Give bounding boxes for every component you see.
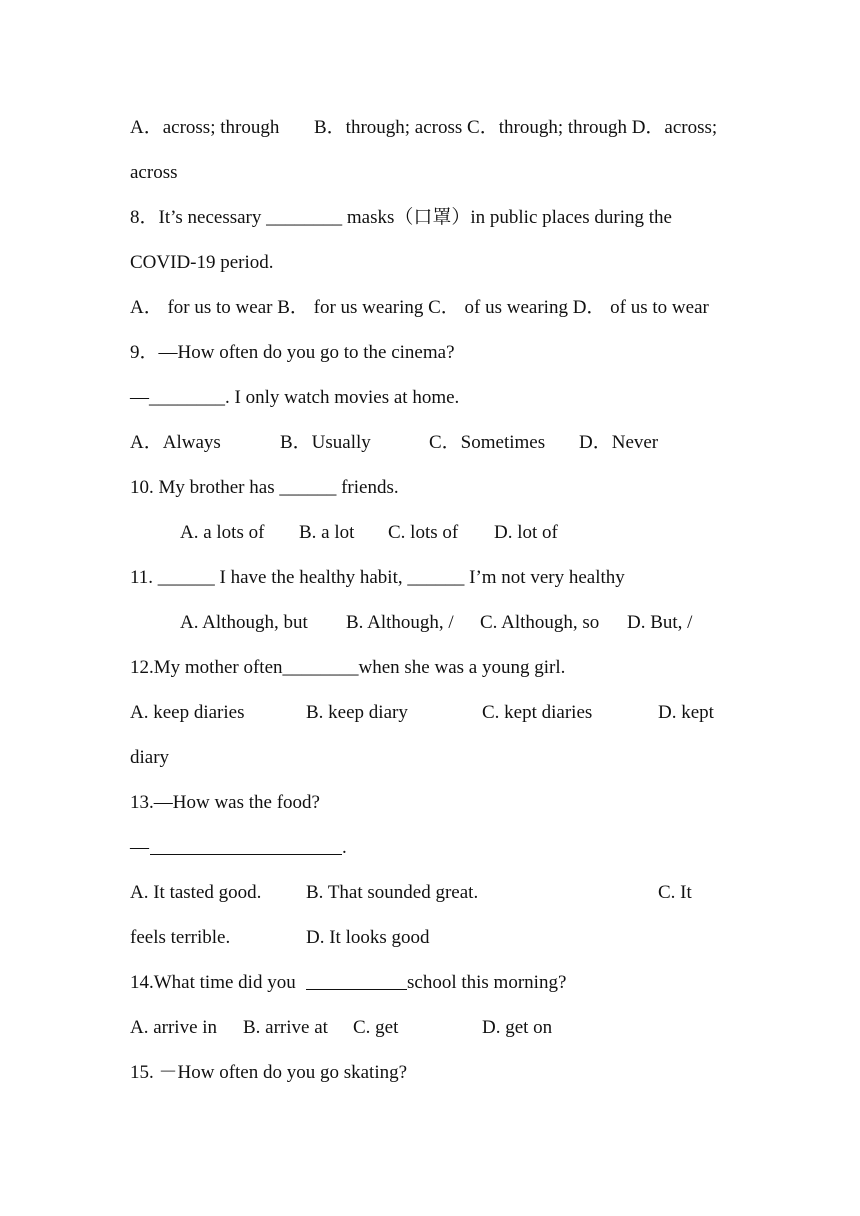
q10-question bbox=[130, 476, 399, 500]
q13-answer-blank bbox=[150, 836, 342, 862]
q12-option-c: C. kept diaries bbox=[482, 702, 593, 723]
q10-option-b: B. a lot bbox=[299, 522, 355, 543]
q13-question-text: 13.—How was the food? bbox=[130, 792, 320, 813]
q14-question bbox=[130, 971, 567, 995]
q9-response bbox=[130, 386, 460, 410]
q12-option-d: D. kept bbox=[658, 702, 714, 723]
q13-option-a: A. It tasted good. bbox=[130, 882, 262, 903]
q14-answer-blank bbox=[306, 971, 407, 997]
q9-options bbox=[130, 431, 659, 455]
q13-options-continued bbox=[130, 926, 430, 950]
q12-option-d-end: diary bbox=[130, 747, 170, 768]
q13-option-c: C. It bbox=[658, 882, 692, 903]
q8-question-text: 8．It’s necessary ________ masks（口罩）in public places during the bbox=[130, 207, 672, 228]
q13-response-period: . bbox=[342, 837, 347, 858]
q13-option-c-end: feels terrible. bbox=[130, 927, 231, 948]
q11-option-a: A. Although, but bbox=[180, 612, 308, 633]
q11-question bbox=[130, 566, 625, 590]
q8-options bbox=[130, 296, 709, 320]
q14-option-d: D. get on bbox=[482, 1017, 553, 1038]
q8-options-text: A． for us to wear B． for us wearing C． of us wearing D． of us to wear bbox=[130, 297, 709, 318]
q13-question bbox=[130, 791, 320, 815]
q14-options bbox=[130, 1016, 553, 1040]
q15-question-text: 15. －How often do you go skating? bbox=[130, 1062, 408, 1083]
q14-option-a: A. arrive in bbox=[130, 1017, 218, 1038]
q10-option-d: D. lot of bbox=[494, 522, 558, 543]
q11-options bbox=[180, 611, 693, 635]
q9-option-a: A．Always bbox=[130, 432, 221, 453]
q9-option-b: B．Usually bbox=[280, 432, 371, 453]
q9-question bbox=[130, 341, 455, 365]
q12-question bbox=[130, 656, 566, 680]
q15-question bbox=[130, 1061, 408, 1085]
q7-options-line bbox=[130, 116, 718, 140]
q11-question-text: 11. ______ I have the healthy habit, ______ I’m not very healthy bbox=[130, 567, 625, 588]
q8-question-continued bbox=[130, 251, 274, 275]
q10-question-text: 10. My brother has ______ friends. bbox=[130, 477, 399, 498]
q13-response bbox=[130, 836, 347, 860]
q13-option-b: B. That sounded great. bbox=[306, 882, 479, 903]
q9-response-text: —________. I only watch movies at home. bbox=[130, 387, 460, 408]
q9-option-d: D．Never bbox=[579, 432, 659, 453]
q14-option-b: B. arrive at bbox=[243, 1017, 328, 1038]
q12-option-b: B. keep diary bbox=[306, 702, 408, 723]
q13-option-d: D. It looks good bbox=[306, 927, 430, 948]
q9-question-text: 9．—How often do you go to the cinema? bbox=[130, 342, 455, 363]
q10-option-c: C. lots of bbox=[388, 522, 459, 543]
q7-option-d-end: across bbox=[130, 162, 178, 183]
q12-options bbox=[130, 701, 714, 725]
q12-option-a: A. keep diaries bbox=[130, 702, 245, 723]
q11-option-d: D. But, / bbox=[627, 612, 693, 633]
q9-option-c: C．Sometimes bbox=[429, 432, 546, 453]
q11-option-c: C. Although, so bbox=[480, 612, 600, 633]
q14-question-start: 14.What time did you bbox=[130, 972, 296, 993]
q8-question-end: COVID-19 period. bbox=[130, 252, 274, 273]
q7-options-bcd: B．through; across C．through; through D．across; bbox=[314, 117, 718, 138]
q7-options-continued bbox=[130, 161, 178, 185]
q12-options-continued bbox=[130, 746, 170, 770]
q13-response-dash: — bbox=[130, 837, 149, 858]
q7-option-a: A．across; through bbox=[130, 117, 280, 138]
q14-option-c: C. get bbox=[353, 1017, 399, 1038]
q14-question-end: school this morning? bbox=[407, 972, 567, 993]
q11-option-b: B. Although, / bbox=[346, 612, 454, 633]
q8-question bbox=[130, 206, 672, 230]
q10-options bbox=[180, 521, 558, 545]
q12-question-text: 12.My mother often________when she was a young girl. bbox=[130, 657, 566, 678]
q13-options bbox=[130, 881, 692, 905]
q10-option-a: A. a lots of bbox=[180, 522, 265, 543]
